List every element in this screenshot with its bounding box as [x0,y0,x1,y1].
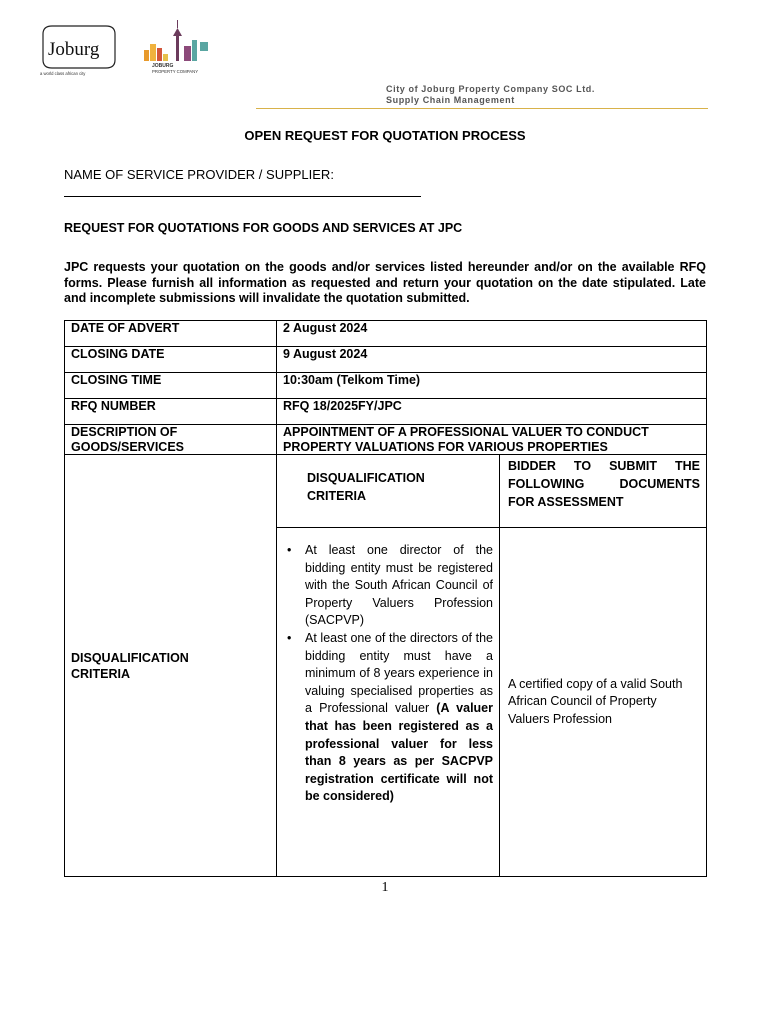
documents-header-line2: FOLLOWING DOCUMENTS [508,477,700,491]
intro-paragraph: JPC requests your quotation on the goods and/or services listed hereunder and/or on the available RFQ forms. Please furnish all information as requested and return your quotation on the date stipulated. Late and incomplete submissions will invalidate the quotation submitted. [64,260,706,305]
rfq-details-table [64,320,707,877]
supplier-name-line [64,196,421,197]
jpc-logo-line1: JOBURG [152,63,174,69]
advert-date-value: 2 August 2024 [277,321,707,347]
jpc-logo [140,18,220,76]
documents-header-line1: BIDDER TO SUBMIT THE [508,459,700,473]
table-row [65,321,707,347]
criteria-header-line1: DISQUALIFICATION [307,471,425,485]
criteria-list-cell [277,528,500,877]
joburg-logo [40,20,120,78]
required-document-cell: A certified copy of a valid South African Council of Property Valuers Profession [500,528,707,877]
list-item [283,542,493,630]
criteria-header-line2: CRITERIA [307,489,367,503]
closing-time-label: CLOSING TIME [65,373,277,399]
description-label-line1: DESCRIPTION OF [71,425,178,439]
criteria-list [283,542,493,806]
rfq-heading: REQUEST FOR QUOTATIONS FOR GOODS AND SERVICES AT JPC [64,221,463,235]
rfq-number-label: RFQ NUMBER [65,399,277,425]
description-value: APPOINTMENT OF A PROFESSIONAL VALUER TO CONDUCT PROPERTY VALUATIONS FOR VARIOUS PROPERTIES [277,425,707,455]
criterion-1-text: At least one director of the bidding entity must be registered with the South African Council of Property Valuers Profession (SACPVP) [305,543,493,628]
description-label [65,425,277,455]
table-row [65,455,707,528]
jpc-logo-line2: PROPERTY COMPANY [152,69,199,74]
closing-date-value: 9 August 2024 [277,347,707,373]
supplier-label: NAME OF SERVICE PROVIDER / SUPPLIER: [64,167,334,182]
list-item [283,630,493,806]
disqualification-row-label [65,455,277,877]
criterion-2-bold-note: (A valuer that has been registered as a professional valuer for less than 8 years as per SACPVP registration certificate will not be considered) [305,701,493,804]
company-block [386,84,708,106]
document-title: OPEN REQUEST FOR QUOTATION PROCESS [244,128,526,143]
advert-date-label: DATE OF ADVERT [65,321,277,347]
table-row [65,347,707,373]
department-name: Supply Chain Management [386,95,515,105]
closing-time-value: 10:30am (Telkom Time) [277,373,707,399]
documents-header-line3: FOR ASSESSMENT [508,495,624,509]
table-row [65,399,707,425]
company-name: City of Joburg Property Company SOC Ltd. [386,84,596,94]
disqualification-label-line2: CRITERIA [71,666,131,681]
page-number: 1 [381,880,389,895]
disqualification-label-line1: DISQUALIFICATION [71,650,189,665]
criterion-2-text: At least one of the directors of the bidding entity must have a minimum of 8 years experience in valuing specialised properties as a Professional valuer [305,630,493,716]
documents-column-header [500,455,707,528]
header-rule [256,108,708,109]
description-label-line2: GOODS/SERVICES [71,439,184,454]
table-row [65,373,707,399]
closing-date-label: CLOSING DATE [65,347,277,373]
joburg-logo-text: Joburg [48,39,100,60]
joburg-tagline: a world class african city [40,71,86,76]
rfq-number-value: RFQ 18/2025FY/JPC [277,399,707,425]
criteria-column-header [277,455,500,528]
table-row [65,425,707,455]
